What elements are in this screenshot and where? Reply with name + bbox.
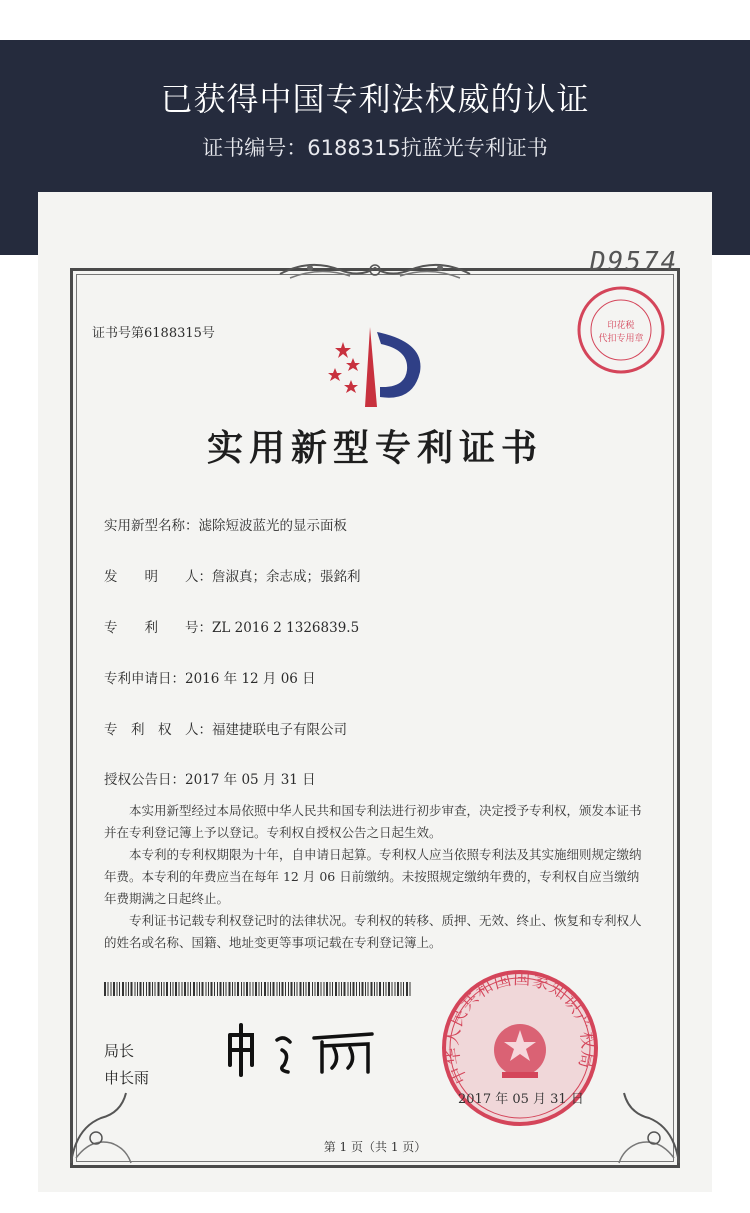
svg-text:印花税: 印花税	[607, 321, 635, 331]
field-utility-name	[104, 514, 347, 534]
field-grant-date	[104, 768, 316, 788]
chief-label: 局长	[104, 1042, 135, 1060]
field-label: 专利申请日：	[104, 671, 185, 687]
field-patent-number	[104, 616, 359, 636]
page-number: 第 1 页（共 1 页）	[323, 1140, 427, 1154]
banner-subtitle: 证书编号：6188315抗蓝光专利证书	[202, 136, 548, 160]
certificate-paragraph: 本实用新型经过本局依照中华人民共和国专利法进行初步审查，决定授予专利权，颁发本证书并在专利登记簿上予以登记。专利权自授权公告之日起生效。	[104, 803, 642, 840]
corner-ornament-icon	[614, 1088, 684, 1168]
field-value: 詹淑真；余志成；張銘利	[212, 569, 361, 585]
certificate-paragraph: 专利证书记载专利权登记时的法律状况。专利权的转移、质押、无效、终止、恢复和专利权人的姓名或名称、国籍、地址变更等事项记载在专利登记簿上。	[104, 913, 642, 950]
field-patentee	[104, 718, 347, 738]
field-label: 实用新型名称：	[104, 518, 199, 534]
certificate-title: 实用新型专利证书	[206, 427, 543, 469]
field-inventors	[104, 565, 361, 585]
signature-icon	[222, 1020, 382, 1080]
field-label: 授权公告日：	[104, 772, 185, 788]
field-label: 发 明 人：	[104, 569, 212, 585]
banner-title: 已获得中国专利法权威的认证	[160, 80, 590, 118]
field-value: 2016 年 12 月 06 日	[185, 671, 316, 687]
barcode-icon	[104, 982, 414, 996]
field-value: 2017 年 05 月 31 日	[185, 772, 316, 788]
field-value: 福建捷联电子有限公司	[212, 722, 347, 738]
field-application-date	[104, 667, 316, 687]
handwritten-note: D9574	[590, 247, 679, 277]
field-label: 专 利 号：	[104, 620, 212, 636]
seal-text: 中华人民共和国国家知识产权局	[442, 968, 598, 1087]
field-label: 专 利 权 人：	[104, 722, 212, 738]
certificate-paragraph: 本专利的专利权期限为十年，自申请日起算。专利权人应当依照专利法及其实施细则规定缴纳年费。本专利的年费应当在每年 12 月 06 日前缴纳。未按照规定缴纳年费的，专利权自应当缴纳年费期满之日起终止。	[104, 847, 642, 906]
chief-name: 申长雨	[104, 1069, 150, 1087]
certificate-number: 证书号第6188315号	[92, 326, 215, 341]
svg-text:代扣专用章: 代扣专用章	[598, 334, 644, 344]
top-ornament-icon	[270, 256, 480, 286]
field-value: 滤除短波蓝光的显示面板	[198, 518, 347, 534]
corner-ornament-icon	[66, 1088, 136, 1168]
stamp-date: 2017 年 05 月 31 日	[458, 1092, 584, 1107]
field-value: ZL 2016 2 1326839.5	[212, 620, 360, 636]
patent-office-logo-icon	[325, 322, 435, 412]
tax-seal-icon	[575, 284, 667, 376]
